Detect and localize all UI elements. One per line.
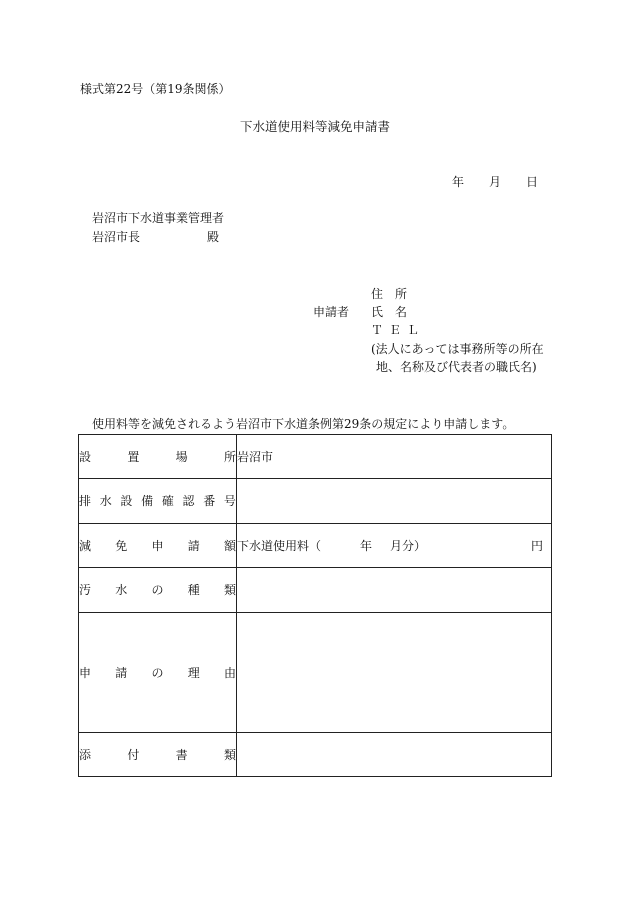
label-char: 置 <box>127 449 140 464</box>
applicant-name-label: 氏 名 <box>371 305 408 319</box>
label-char: 汚 <box>79 583 92 597</box>
label-char: 認 <box>182 494 195 508</box>
application-table <box>78 434 552 777</box>
label-location <box>79 435 237 479</box>
applicant-tel-label: ＴＥＬ <box>371 323 426 337</box>
label-char: 申 <box>151 538 164 553</box>
label-char: 添 <box>79 747 92 762</box>
label-char: 類 <box>223 747 236 762</box>
applicant-note-line1: (法人にあっては事務所等の所在 <box>371 342 544 356</box>
label-char: 減 <box>79 538 92 553</box>
row-drainage-number <box>79 479 552 524</box>
date-month-label: 月 <box>489 175 502 189</box>
location-value[interactable]: 岩沼市 <box>237 435 552 479</box>
label-char: 理 <box>187 665 200 680</box>
row-location <box>79 435 552 479</box>
amount-year-label: 年 <box>360 538 373 553</box>
date-year-label: 年 <box>452 175 465 189</box>
date-line <box>452 176 538 188</box>
row-amount <box>79 524 552 568</box>
label-char: 書 <box>175 747 188 762</box>
drainage-number-value[interactable] <box>237 479 552 524</box>
label-attachments <box>79 733 237 777</box>
row-sewage-type <box>79 568 552 613</box>
document-title: 下水道使用料等減免申請書 <box>239 119 390 134</box>
date-day-label: 日 <box>526 175 539 189</box>
intro-statement: 使用料等を減免されるよう岩沼市下水道条例第29条の規定により申請します。 <box>92 417 515 431</box>
label-char: 水 <box>99 494 112 508</box>
label-char: 免 <box>115 538 128 553</box>
label-char: の <box>151 665 164 680</box>
label-char: 種 <box>187 583 200 597</box>
applicant-note-line2: 地、名称及び代表者の職氏名) <box>376 360 537 374</box>
label-char: の <box>151 583 164 597</box>
reason-value[interactable] <box>237 613 552 733</box>
addressee-manager: 岩沼市下水道事業管理者 <box>92 211 225 225</box>
label-char: 額 <box>223 538 236 553</box>
label-char: 申 <box>79 665 92 680</box>
amount-yen-label: 円 <box>530 538 543 553</box>
applicant-label: 申請者 <box>313 305 350 319</box>
attachments-value[interactable] <box>237 733 552 777</box>
sewage-type-value[interactable] <box>237 568 552 613</box>
form-number: 様式第22号（第19条関係） <box>80 82 231 96</box>
label-char: 確 <box>161 494 174 508</box>
addressee-mayor: 岩沼市長 <box>92 230 141 244</box>
amount-value[interactable] <box>237 524 552 568</box>
row-attachments <box>79 733 552 777</box>
label-char: 請 <box>187 538 200 553</box>
label-sewage-type <box>79 568 237 613</box>
label-char: 所 <box>223 449 236 464</box>
label-char: 付 <box>127 747 140 762</box>
applicant-address-label: 住 所 <box>371 287 408 301</box>
label-reason <box>79 613 237 733</box>
label-char: 類 <box>223 583 236 597</box>
amount-month-label: 月分） <box>390 538 427 553</box>
addressee-honorific: 殿 <box>207 230 220 244</box>
label-char: 備 <box>141 494 154 508</box>
row-reason <box>79 613 552 733</box>
label-char: 水 <box>115 583 128 597</box>
label-char: 請 <box>115 665 128 680</box>
label-char: 設 <box>120 494 133 508</box>
label-char: 排 <box>79 494 92 508</box>
label-amount <box>79 524 237 568</box>
label-char: 場 <box>175 449 188 464</box>
label-char: 設 <box>79 449 92 464</box>
label-char: 号 <box>223 494 236 508</box>
label-char: 由 <box>223 665 236 680</box>
label-drainage-number <box>79 479 237 524</box>
amount-prefix: 下水道使用料（ <box>237 538 322 553</box>
label-char: 番 <box>203 494 216 508</box>
